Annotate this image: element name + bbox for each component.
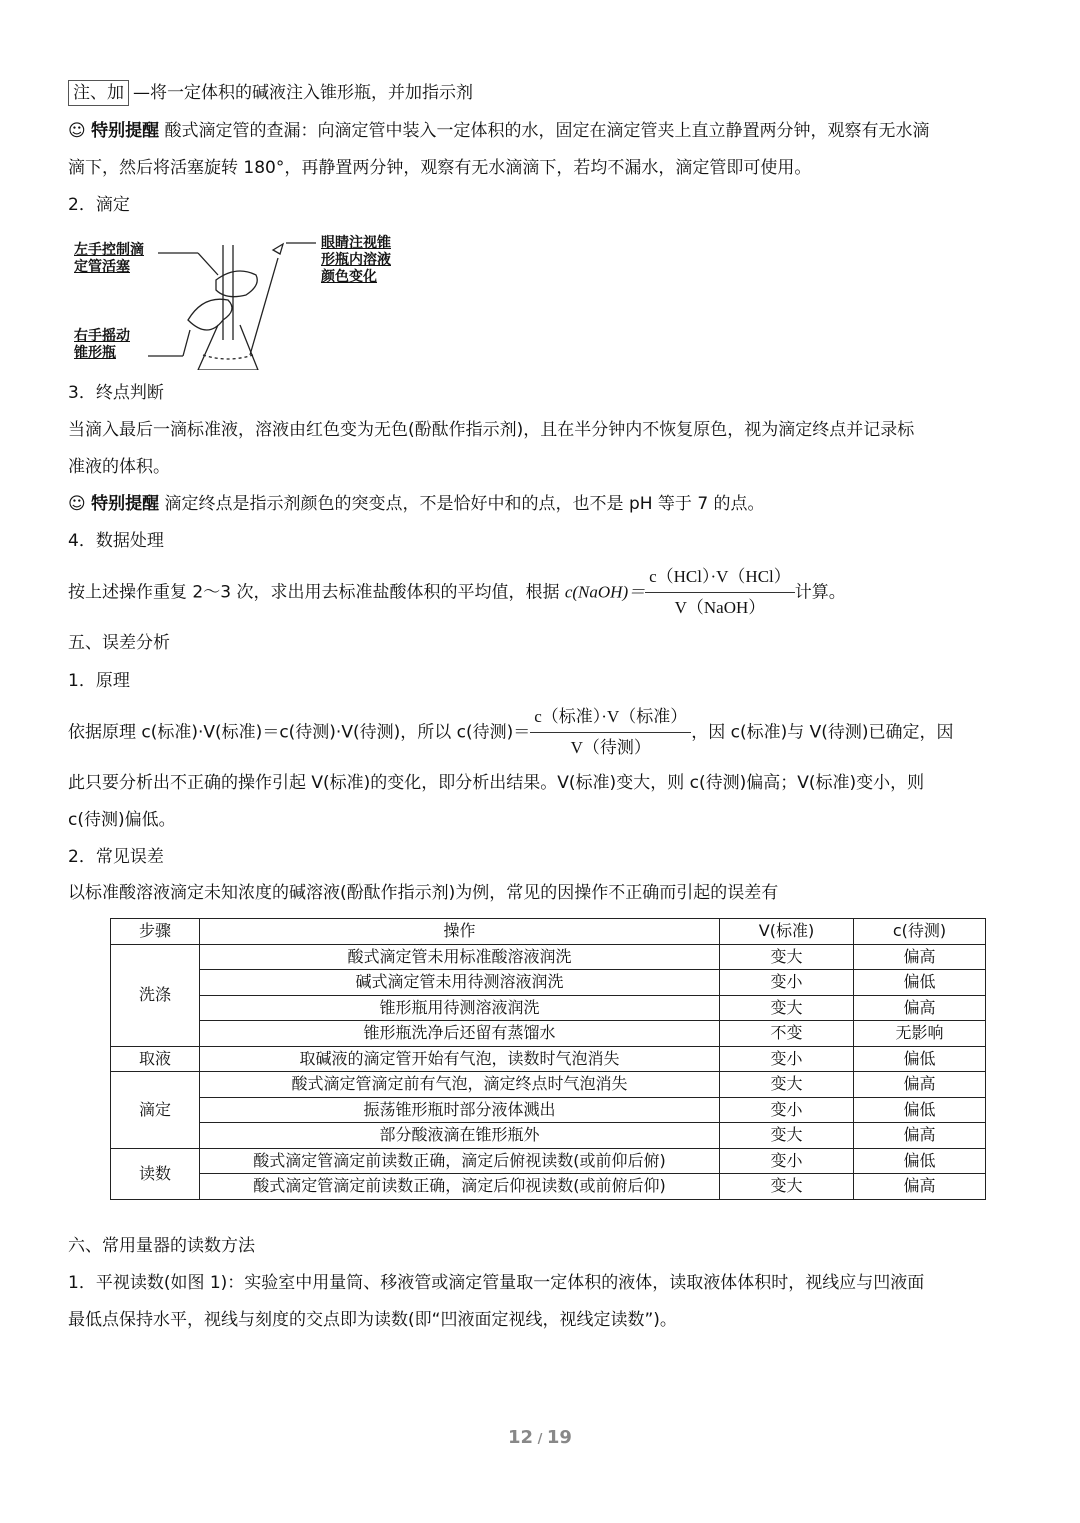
cell: 酸式滴定管滴定前读数正确，滴定后仰视读数(或前俯后仰) bbox=[200, 1174, 720, 1200]
cell: 变小 bbox=[720, 1097, 854, 1123]
step-cell: 取液 bbox=[111, 1046, 200, 1072]
principle-text-3: c(待测)偏低。 bbox=[68, 810, 176, 830]
step-box: 注、加 bbox=[68, 80, 129, 106]
cell: 锥形瓶洗净后还留有蒸馏水 bbox=[200, 1021, 720, 1047]
denominator: V（NaOH） bbox=[674, 598, 766, 617]
cell: 偏高 bbox=[854, 1123, 986, 1149]
header-cell: 步骤 bbox=[111, 919, 200, 945]
error-table bbox=[110, 918, 986, 1200]
cell: 变大 bbox=[720, 1072, 854, 1098]
cell: 变大 bbox=[720, 1123, 854, 1149]
table-header bbox=[111, 919, 986, 945]
tip-2 bbox=[68, 493, 765, 515]
formula-lhs: c(NaOH)＝ bbox=[564, 582, 646, 602]
principle-formula-line bbox=[68, 706, 954, 759]
label-eyes: 眼睛注视锥 形瓶内溶液 颜色变化 bbox=[321, 236, 391, 285]
tip-label: 特别提醒 bbox=[91, 121, 160, 141]
cell: 不变 bbox=[720, 1021, 854, 1047]
numerator: c（标准）·V（标准） bbox=[530, 706, 691, 733]
cell: 偏高 bbox=[854, 1174, 986, 1200]
table-row bbox=[111, 1072, 986, 1098]
smile-icon: ☺ bbox=[68, 121, 86, 141]
table-row bbox=[111, 995, 986, 1021]
header-cell: V(标准) bbox=[720, 919, 854, 945]
denominator: V（待测） bbox=[570, 738, 651, 757]
step-text: —将一定体积的碱液注入锥形瓶，并加指示剂 bbox=[133, 83, 473, 103]
numerator: c（HCl）·V（HCl） bbox=[645, 566, 795, 593]
heading-endpoint: 3．终点判断 bbox=[68, 383, 164, 403]
cell: 偏高 bbox=[854, 944, 986, 970]
cell: 酸式滴定管滴定前读数正确，滴定后俯视读数(或前仰后俯) bbox=[200, 1148, 720, 1174]
smile-icon: ☺ bbox=[68, 494, 86, 514]
data-formula-line bbox=[68, 566, 846, 619]
cell: 酸式滴定管滴定前有气泡，滴定终点时气泡消失 bbox=[200, 1072, 720, 1098]
endpoint-text: 当滴入最后一滴标准液，溶液由红色变为无色(酚酞作指示剂)，且在半分钟内不恢复原色，视为滴定终点并记录标 bbox=[68, 420, 915, 440]
cell: 变小 bbox=[720, 970, 854, 996]
label-right-hand: 右手摇动 锥形瓶 bbox=[74, 329, 130, 361]
step-cell: 洗涤 bbox=[111, 944, 200, 1046]
tip-text-2: 滴下，然后将活塞旋转 180°，再静置两分钟，观察有无水滴滴下，若均不漏水，滴定管即可使用。 bbox=[68, 158, 812, 178]
cell: 变小 bbox=[720, 1046, 854, 1072]
tip-1 bbox=[68, 120, 930, 142]
heading-data: 4．数据处理 bbox=[68, 531, 164, 551]
table-row bbox=[111, 1148, 986, 1174]
step-cell: 读数 bbox=[111, 1148, 200, 1199]
text: 按上述操作重复 2～3 次，求出用去标准盐酸体积的平均值，根据 bbox=[68, 582, 565, 603]
cell: 变大 bbox=[720, 944, 854, 970]
table-row bbox=[111, 1174, 986, 1200]
text: ，因 c(标准)与 V(待测)已确定，因 bbox=[691, 722, 954, 743]
text: 计算。 bbox=[794, 582, 846, 603]
endpoint-text-2: 准液的体积。 bbox=[68, 457, 170, 477]
cell: 锥形瓶用待测溶液润洗 bbox=[200, 995, 720, 1021]
table-row bbox=[111, 1021, 986, 1047]
heading-common-errors: 2．常见误差 bbox=[68, 847, 164, 867]
cell: 偏低 bbox=[854, 970, 986, 996]
step-cell: 滴定 bbox=[111, 1072, 200, 1149]
heading-titration: 2．滴定 bbox=[68, 195, 130, 215]
errors-intro: 以标准酸溶液滴定未知浓度的碱溶液(酚酞作指示剂)为例，常见的因操作不正确而引起的误差有 bbox=[68, 883, 779, 903]
tip-label: 特别提醒 bbox=[91, 494, 160, 514]
fraction bbox=[530, 706, 691, 759]
reading-text-2: 最低点保持水平，视线与刻度的交点即为读数(即“凹液面定视线，视线定读数”)。 bbox=[68, 1310, 677, 1330]
cell: 变大 bbox=[720, 1174, 854, 1200]
tip-text: 滴定终点是指示剂颜色的突变点，不是恰好中和的点，也不是 pH 等于 7 的点。 bbox=[164, 494, 765, 514]
cell: 偏高 bbox=[854, 1072, 986, 1098]
cell: 无影响 bbox=[854, 1021, 986, 1047]
section-5-title: 五、误差分析 bbox=[68, 633, 170, 653]
text: 依据原理 c(标准)·V(标准)＝c(待测)·V(待测)，所以 c(待测)＝ bbox=[68, 722, 531, 743]
table-row bbox=[111, 1046, 986, 1072]
table-row bbox=[111, 970, 986, 996]
cell: 变小 bbox=[720, 1148, 854, 1174]
header-cell: 操作 bbox=[200, 919, 720, 945]
cell: 偏低 bbox=[854, 1148, 986, 1174]
table-row bbox=[111, 1123, 986, 1149]
cell: 变大 bbox=[720, 995, 854, 1021]
table-row bbox=[111, 1097, 986, 1123]
cell: 振荡锥形瓶时部分液体溅出 bbox=[200, 1097, 720, 1123]
heading-principle: 1．原理 bbox=[68, 671, 130, 691]
cell: 偏低 bbox=[854, 1046, 986, 1072]
label-left-hand: 左手控制滴 定管活塞 bbox=[74, 243, 144, 275]
cell: 酸式滴定管未用标准酸溶液润洗 bbox=[200, 944, 720, 970]
cell: 碱式滴定管未用待测溶液润洗 bbox=[200, 970, 720, 996]
cell: 取碱液的滴定管开始有气泡，读数时气泡消失 bbox=[200, 1046, 720, 1072]
tip-text: 酸式滴定管的查漏：向滴定管中装入一定体积的水，固定在滴定管夹上直立静置两分钟，观察有无水滴 bbox=[164, 121, 930, 141]
titration-diagram bbox=[68, 230, 408, 370]
cell: 部分酸液滴在锥形瓶外 bbox=[200, 1123, 720, 1149]
fraction bbox=[645, 566, 795, 619]
reading-text: 1．平视读数(如图 1)：实验室中用量筒、移液管或滴定管量取一定体积的液体，读取液体体积时，视线应与凹液面 bbox=[68, 1273, 925, 1293]
page-number: 12 / 19 bbox=[508, 1427, 572, 1448]
section-6-title: 六、常用量器的读数方法 bbox=[68, 1236, 255, 1256]
step-line bbox=[68, 80, 473, 106]
principle-text-2: 此只要分析出不正确的操作引起 V(标准)的变化，即分析出结果。V(标准)变大，则 c(待测)偏高；V(标准)变小，则 bbox=[68, 773, 925, 793]
cell: 偏低 bbox=[854, 1097, 986, 1123]
cell: 偏高 bbox=[854, 995, 986, 1021]
table-row bbox=[111, 944, 986, 970]
header-cell: c(待测) bbox=[854, 919, 986, 945]
